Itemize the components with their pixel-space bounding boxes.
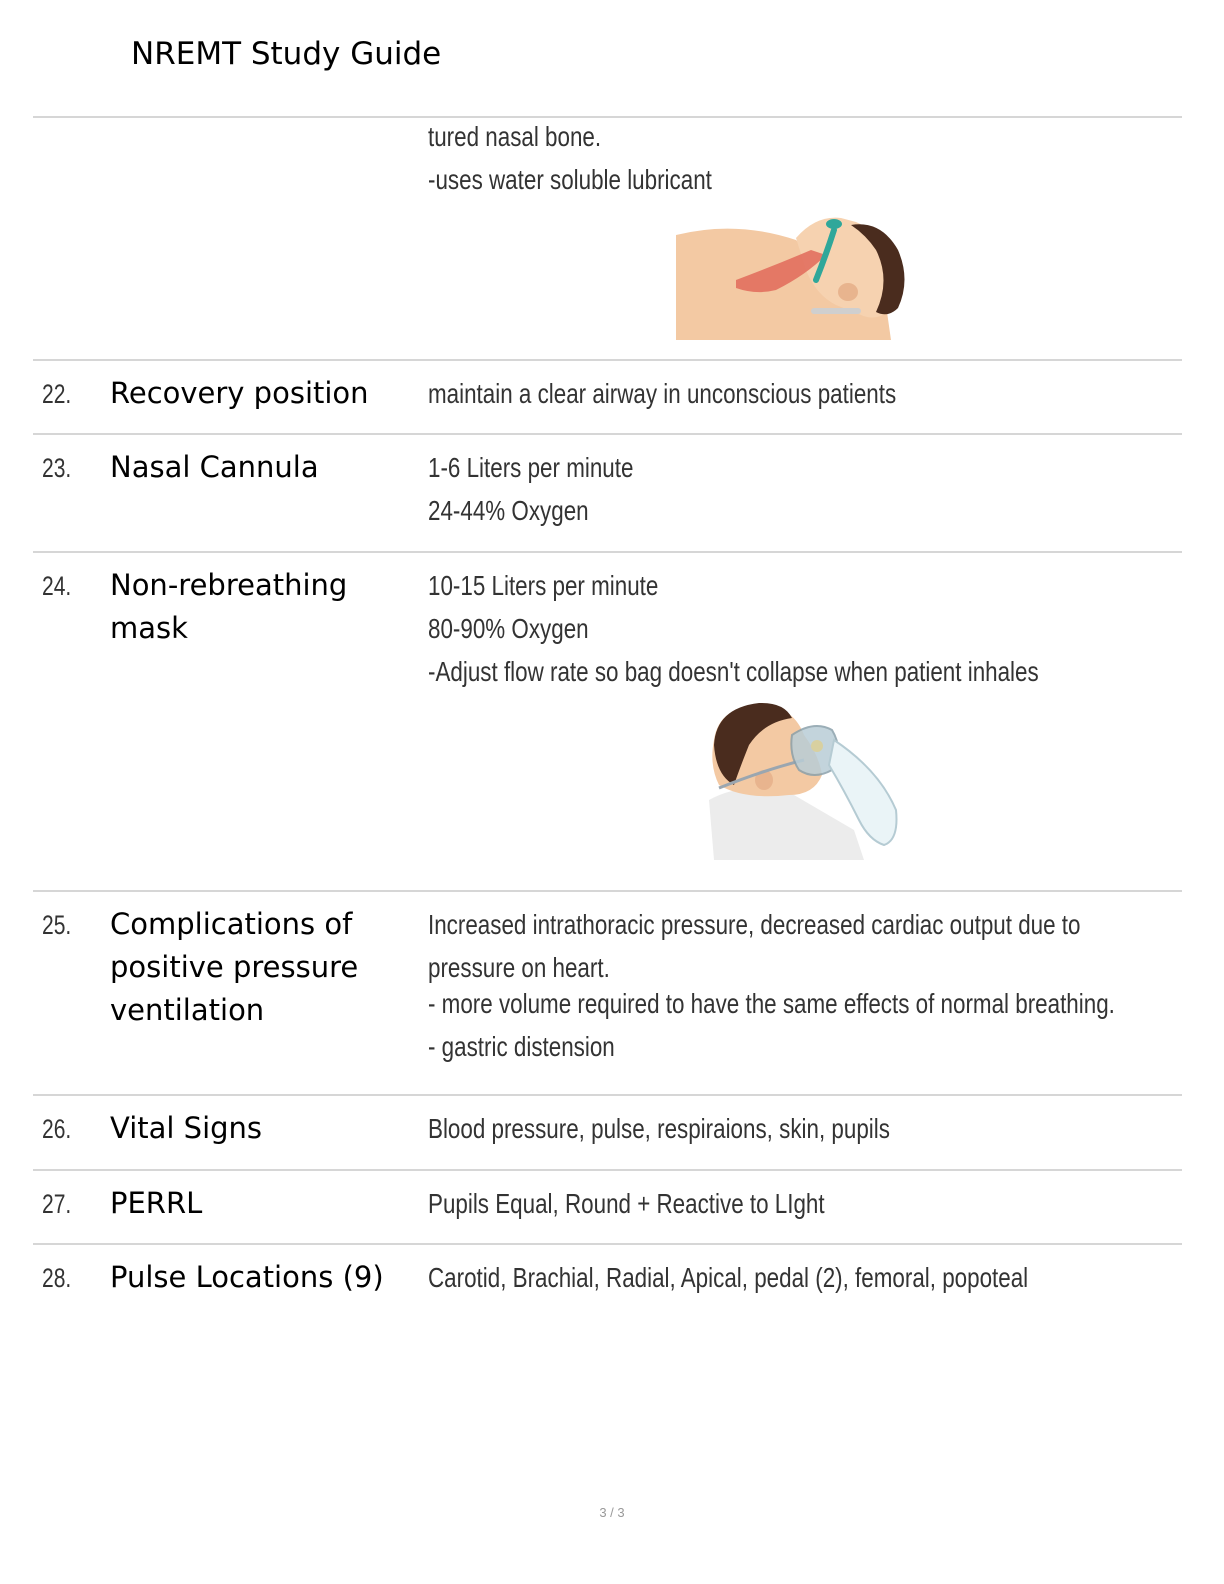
definition-line: -uses water soluble lubricant xyxy=(428,164,712,195)
item-number: 23. xyxy=(42,453,72,483)
divider xyxy=(33,359,1182,361)
definition xyxy=(428,571,1178,693)
definition-line: Blood pressure, pulse, respiraions, skin, pupils xyxy=(428,1113,890,1144)
definition xyxy=(428,910,1178,1068)
divider xyxy=(33,551,1182,553)
continued-definition xyxy=(428,122,783,201)
definition xyxy=(428,1189,1178,1225)
definition-line: Carotid, Brachial, Radial, Apical, pedal (2), femoral, popoteal xyxy=(428,1262,1029,1293)
item-number: 25. xyxy=(42,910,72,940)
non-rebreather-mask-illustration xyxy=(704,700,900,860)
definition-line: - gastric distension xyxy=(428,1031,615,1062)
divider xyxy=(33,433,1182,435)
definition-line: -Adjust flow rate so bag doesn't collapse when patient inhales xyxy=(428,656,1039,687)
definition-line: Increased intrathoracic pressure, decreased cardiac output due to pressure on heart. xyxy=(428,909,1081,983)
divider xyxy=(33,1169,1182,1171)
term: Vital Signs xyxy=(110,1111,263,1145)
item-number: 27. xyxy=(42,1189,72,1219)
term: Complications of positive pressure ventilation xyxy=(110,907,359,1027)
definition-line: Pupils Equal, Round + Reactive to LIght xyxy=(428,1188,825,1219)
item-number: 22. xyxy=(42,379,72,409)
term: Non-rebreathing mask xyxy=(110,568,348,645)
definition xyxy=(428,379,1178,415)
page-title: NREMT Study Guide xyxy=(131,36,442,72)
definition-line: 1-6 Liters per minute xyxy=(428,452,634,483)
divider xyxy=(33,1243,1182,1245)
definition-line: maintain a clear airway in unconscious patients xyxy=(428,378,897,409)
definition xyxy=(428,453,1178,532)
definition-line: 80-90% Oxygen xyxy=(428,613,589,644)
item-number: 26. xyxy=(42,1114,72,1144)
definition-line: tured nasal bone. xyxy=(428,121,602,152)
definition xyxy=(428,1263,1178,1299)
term: Nasal Cannula xyxy=(110,450,319,484)
definition-line: 24-44% Oxygen xyxy=(428,495,589,526)
item-number: 28. xyxy=(42,1263,72,1293)
definition-line: - more volume required to have the same effects of normal breathing. xyxy=(428,988,1115,1019)
divider xyxy=(33,890,1182,892)
nasal-airway-illustration xyxy=(676,210,908,340)
term: PERRL xyxy=(110,1186,203,1220)
definition xyxy=(428,1114,1178,1150)
term: Pulse Locations (9) xyxy=(110,1260,384,1294)
definition-line: 10-15 Liters per minute xyxy=(428,570,659,601)
item-number: 24. xyxy=(42,571,72,601)
page-number: 3 / 3 xyxy=(599,1505,625,1520)
divider xyxy=(33,1094,1182,1096)
term: Recovery position xyxy=(110,376,369,410)
